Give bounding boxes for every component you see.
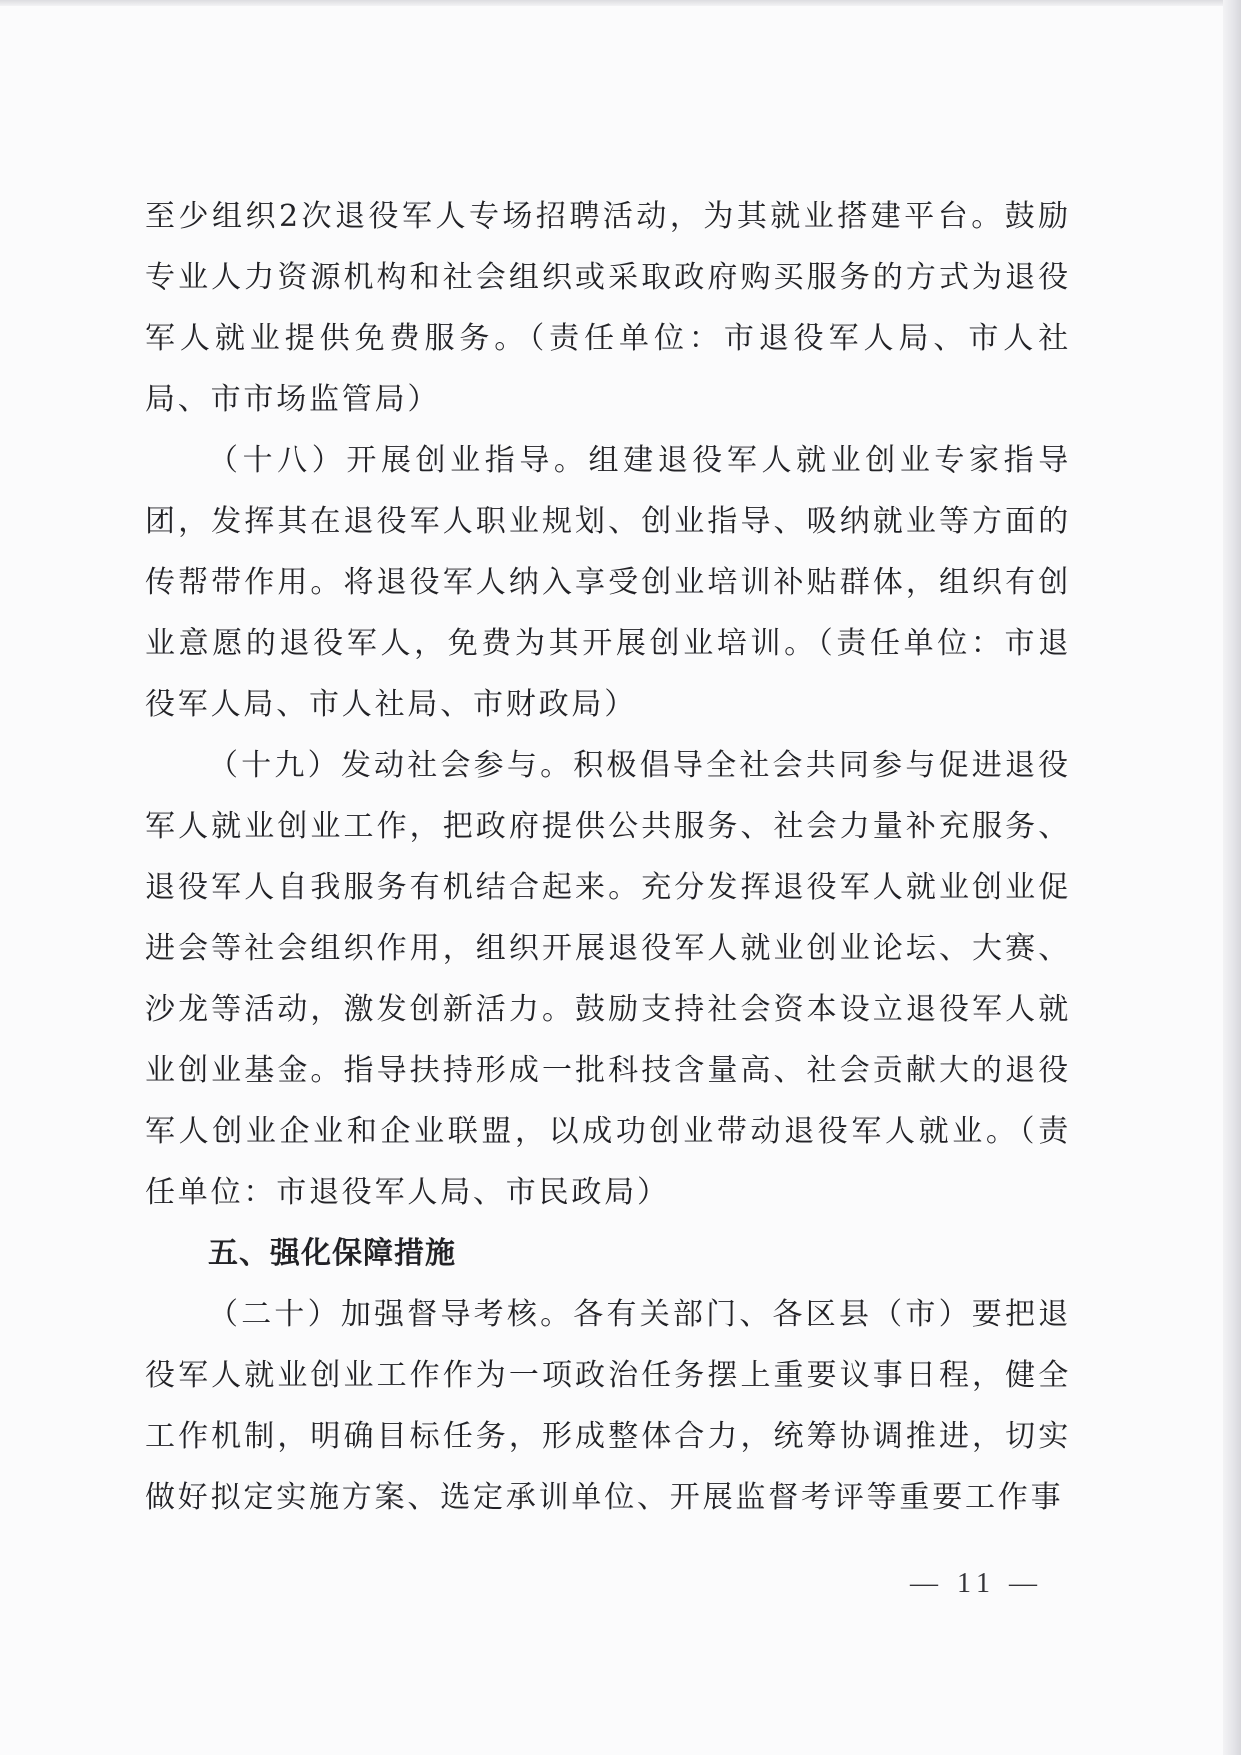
paragraph-item-20: （二十）加强督导考核。各有关部门、各区县（市）要把退役军人就业创业工作作为一项政治任务摆上重要议事日程，健全工作机制，明确目标任务，形成整体合力，统筹协调推进，切实做好拟定实施方案、选定承训单位、开展监督考评等重要工作事: [145, 1297, 1071, 1515]
scan-edge-top: [0, 0, 1241, 6]
paragraph-continuation: 至少组织2次退役军人专场招聘活动，为其就业搭建平台。鼓励专业人力资源机构和社会组织或采取政府购买服务的方式为退役军人就业提供免费服务。（责任单位：市退役军人局、市人社局、市市场监管局）: [145, 199, 1071, 417]
section-heading: 五、强化保障措施: [208, 1236, 456, 1271]
document-body: [145, 186, 1071, 1528]
scan-edge-right: [1223, 0, 1241, 1755]
paragraph-item-18: （十八）开展创业指导。组建退役军人就业创业专家指导团，发挥其在退役军人职业规划、创业指导、吸纳就业等方面的传帮带作用。将退役军人纳入享受创业培训补贴群体，组织有创业意愿的退役军人，免费为其开展创业培训。（责任单位：市退役军人局、市人社局、市财政局）: [145, 443, 1071, 722]
page-number: — 11 —: [910, 1568, 1043, 1599]
paragraph-item-19: （十九）发动社会参与。积极倡导全社会共同参与促进退役军人就业创业工作，把政府提供公共服务、社会力量补充服务、退役军人自我服务有机结合起来。充分发挥退役军人就业创业促进会等社会组织作用，组织开展退役军人就业创业论坛、大赛、沙龙等活动，激发创新活力。鼓励支持社会资本设立退役军人就业创业基金。指导扶持形成一批科技含量高、社会贡献大的退役军人创业企业和企业联盟，以成功创业带动退役军人就业。（责任单位：市退役军人局、市民政局）: [145, 748, 1071, 1210]
